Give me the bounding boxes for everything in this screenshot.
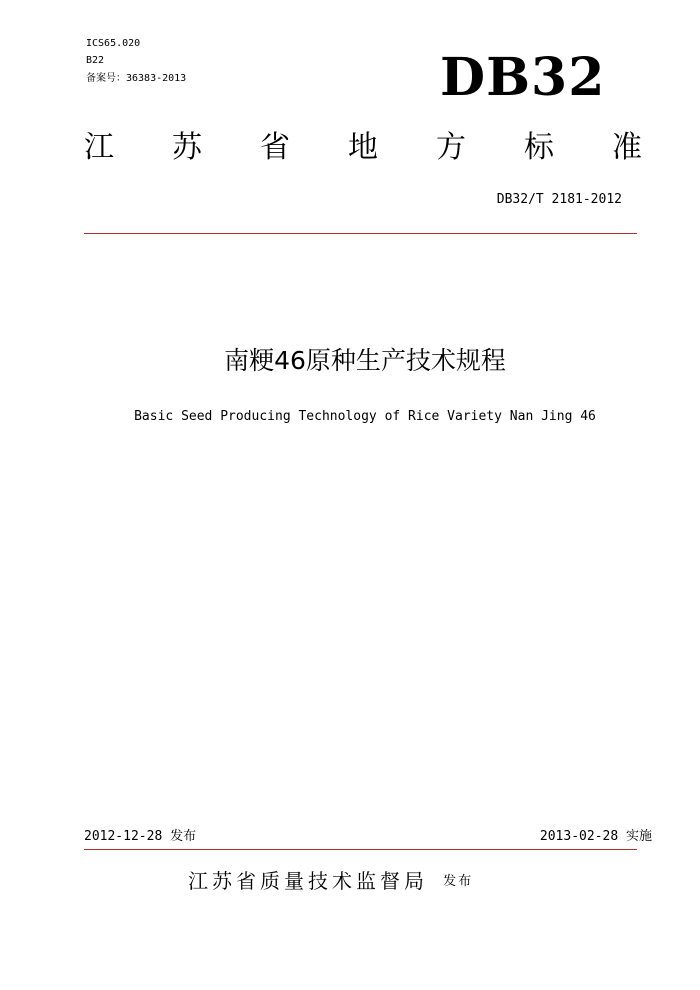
footer-rule bbox=[84, 849, 637, 850]
issuer-line bbox=[188, 868, 473, 894]
ccs-code: B22 bbox=[86, 55, 105, 66]
filing-number: 备案号：36383-2013 bbox=[86, 73, 187, 84]
standard-type-char: 标 bbox=[524, 130, 554, 165]
standard-type-heading bbox=[84, 130, 642, 166]
document-title-chinese: 南粳46原种生产技术规程 bbox=[224, 346, 506, 375]
standard-type-char: 准 bbox=[612, 130, 642, 165]
issuer-suffix: 发布 bbox=[443, 874, 474, 889]
standard-type-char: 省 bbox=[260, 130, 290, 165]
header-rule bbox=[84, 233, 637, 234]
standard-type-char: 方 bbox=[436, 130, 466, 165]
issue-date: 2012-12-28 发布 bbox=[84, 829, 197, 844]
standard-number: DB32/T 2181-2012 bbox=[496, 192, 622, 207]
document-title-english: Basic Seed Producing Technology of Rice Variety Nan Jing 46 bbox=[134, 409, 596, 424]
ics-code: ICS65.020 bbox=[86, 38, 141, 49]
issuer-name: 江苏省质量技术监督局 bbox=[188, 869, 428, 893]
standard-type-char: 江 bbox=[84, 130, 114, 165]
implementation-date: 2013-02-28 实施 bbox=[539, 829, 652, 844]
standard-logo: DB32 bbox=[440, 47, 606, 108]
standard-type-char: 地 bbox=[348, 130, 378, 165]
standard-type-char: 苏 bbox=[172, 130, 202, 165]
